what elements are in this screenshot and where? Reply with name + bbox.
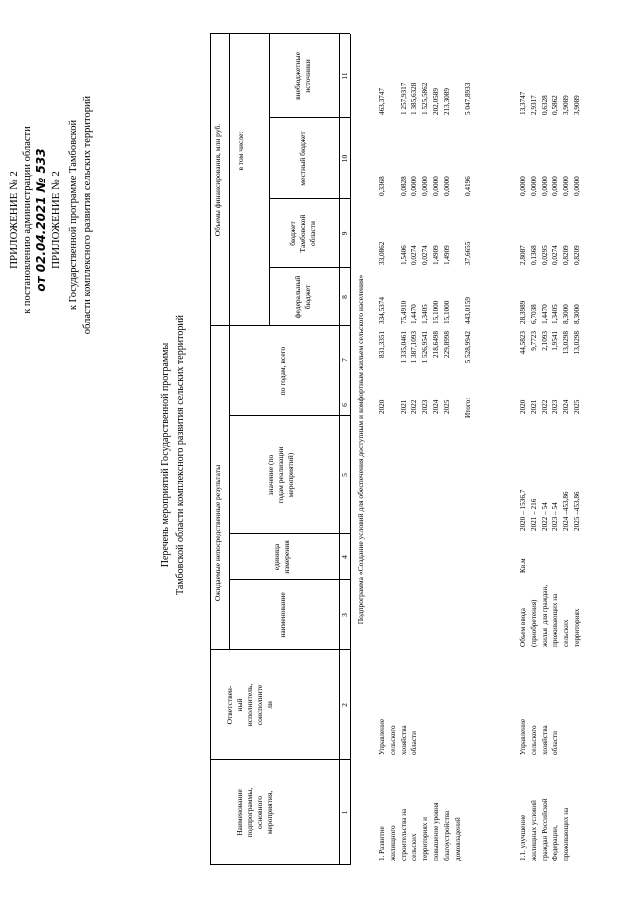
row1-responsible: Управление сельского хозяйства области	[378, 718, 419, 755]
row2-unit: Кв.м	[519, 558, 527, 573]
header-funding: Объемы финансирования, млн руб.	[213, 123, 222, 237]
appendix-to-program-2: области комплексного развития сельских территорий	[82, 95, 93, 335]
colnum: 3	[340, 613, 349, 617]
row1-itogo-federal: 443,0159	[464, 297, 472, 324]
appendix-title-2: ПРИЛОЖЕНИЕ № 2	[50, 171, 62, 269]
row1-name: 1. Развитие жилищного строительства на сельских территориях и повышение уровня благоустройства домовладений	[378, 802, 462, 861]
row2-local: 0,0000 0,0000 0,0000 0,0000 0,0000 0,0000	[519, 176, 581, 196]
header-including: в том числе:	[236, 131, 245, 171]
header-unit: единица измерения	[272, 540, 291, 574]
row2-values: 2020 – 1536,7 2021 – 216 2022 – 54 2023 – 54 2024 –453,86 2025 –453,86	[519, 489, 581, 531]
appendix-title: ПРИЛОЖЕНИЕ № 2	[8, 171, 20, 269]
header-result-name: наименование	[278, 592, 287, 638]
header-years-total: по годам, всего	[278, 346, 287, 396]
row2-responsible: Управление сельского хозяйства области	[519, 718, 560, 755]
row1-itogo-total: 5 528,9942	[464, 331, 472, 364]
row1-federal: 334,5374 75,4910 1,4470 1,3405 15,1000 15,1000	[378, 297, 451, 324]
row1-itogo-label: Итого:	[464, 397, 472, 418]
row2-years: 2020 2021 2022 2023 2024 2025	[519, 399, 581, 414]
doc-title-line1: Перечень мероприятий Государственной программы	[160, 342, 171, 568]
colnum: 7	[340, 358, 349, 362]
row2-total: 44,5823 9,7723 2,1093 1,9541 13,0298 13,0298	[519, 331, 581, 355]
header-local-budget: местный бюджет	[298, 131, 307, 186]
colnum: 4	[340, 555, 349, 559]
subprogram-title: Подпрограмма «Создание условий для обеспечения доступным и комфортным жильем сельского населения»	[356, 274, 365, 625]
colnum: 11	[340, 72, 349, 80]
colnum: 9	[340, 231, 349, 236]
appendix-to-decree: к постановлению администрации области	[22, 126, 33, 314]
appendix-to-program-1: к Государственной программе Тамбовской	[68, 119, 79, 311]
handwritten-date-number: от 02.04.2021 № 533	[34, 148, 48, 292]
row1-itogo-local: 0,4196	[464, 176, 472, 196]
row1-itogo-offbudget: 5 047,8933	[464, 82, 472, 115]
row2-name: 1.1. улучшение жилищных условий граждан Российской Федерации, проживающих на	[519, 798, 571, 861]
header-name: Наименование подпрограммы, основного мероприятия,	[235, 787, 274, 838]
row1-total: 831,3351 1 335,0461 1 387,1093 1 526,9541 218,6498 229,8998	[378, 331, 451, 364]
row2-result-name: Объем ввода (приобретения) жилья для граждан, проживающих на сельских территориях	[519, 584, 581, 647]
colnum: 5	[340, 473, 349, 477]
colnum: 2	[340, 703, 349, 707]
row1-itogo-regional: 37,6655	[464, 241, 472, 265]
colnum: 10	[340, 154, 349, 163]
colnum: 6	[340, 403, 349, 407]
row2-regional: 2,8087 0,1368 0,0295 0,0274 0,8209 0,8209	[519, 245, 581, 265]
header-federal-budget: федеральный бюджет	[293, 275, 312, 319]
header-regional-budget: бюджет Тамбовской области	[288, 214, 317, 253]
colnum: 8	[340, 295, 349, 299]
header-value-by-years: значение (по годам реализации мероприятий)	[266, 446, 295, 504]
row1-offbudget: 463,3747 1 257,9317 1 385,6328 1 525,5862 202,0589 213,3089	[378, 82, 451, 115]
row1-local: 0,3368 0,0828 0,0000 0,0000 0,0000 0,0000	[378, 176, 451, 196]
row1-regional: 33,0862 1,5406 0,0274 0,0274 1,4909 1,4909	[378, 241, 451, 265]
colnum: 1	[340, 810, 349, 815]
header-expected-results: Ожидаемые непосредственные результаты	[213, 464, 222, 602]
header-offbudget: внебюджетные источники	[293, 52, 312, 100]
row2-federal: 28,3989 6,7038 1,4470 1,3405 8,3000 8,3000	[519, 300, 581, 324]
header-responsible: Ответствен- ный исполнитель, соисполните ли	[225, 683, 274, 727]
row2-offbudget: 13,3747 2,9317 0,6328 0,5862 3,9089 3,9089	[519, 91, 581, 115]
row1-years: 2020 2021 2022 2023 2024 2025	[378, 399, 451, 414]
doc-title-line2: Тамбовской области комплексного развития сельских территорий	[175, 314, 186, 596]
